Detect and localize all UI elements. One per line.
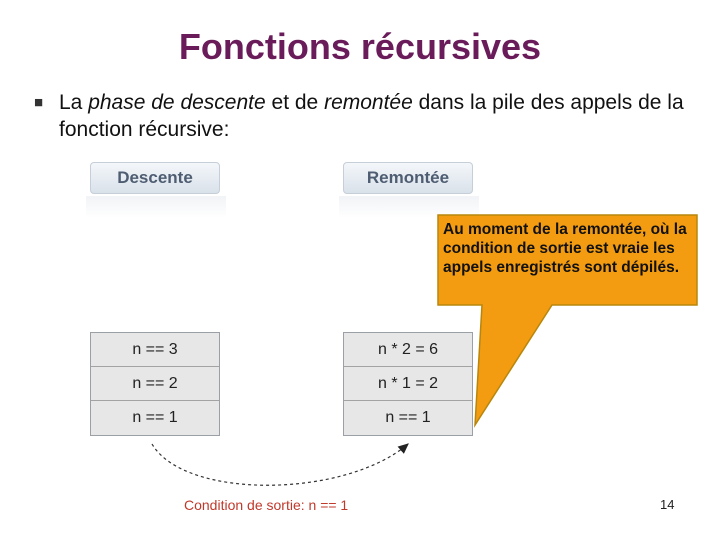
callout-text: Au moment de la remontée, où la condition de sortie est vraie les appels enregistrés sont dépilés.	[443, 221, 687, 276]
page-number: 14	[660, 497, 675, 512]
descente-header: Descente	[90, 162, 220, 194]
stack-cell: n == 1	[344, 401, 472, 435]
exit-condition-label: Condition de sortie: n == 1	[184, 497, 349, 513]
stack-cell: n == 1	[91, 401, 219, 435]
slide-title: Fonctions récursives	[178, 26, 542, 67]
stack-cell: n == 3	[91, 333, 219, 367]
remontee-header: Remontée	[343, 162, 473, 194]
stack-cell: n == 2	[91, 367, 219, 401]
stack-cell: n * 1 = 2	[344, 367, 472, 401]
stack-cell: n * 2 = 6	[344, 333, 472, 367]
transition-arrow	[152, 444, 408, 485]
bullet-text: La phase de descente et de remontée dans la pile des appels de la fonction récursive:	[59, 91, 684, 141]
bullet-square-icon: ■	[34, 94, 44, 111]
